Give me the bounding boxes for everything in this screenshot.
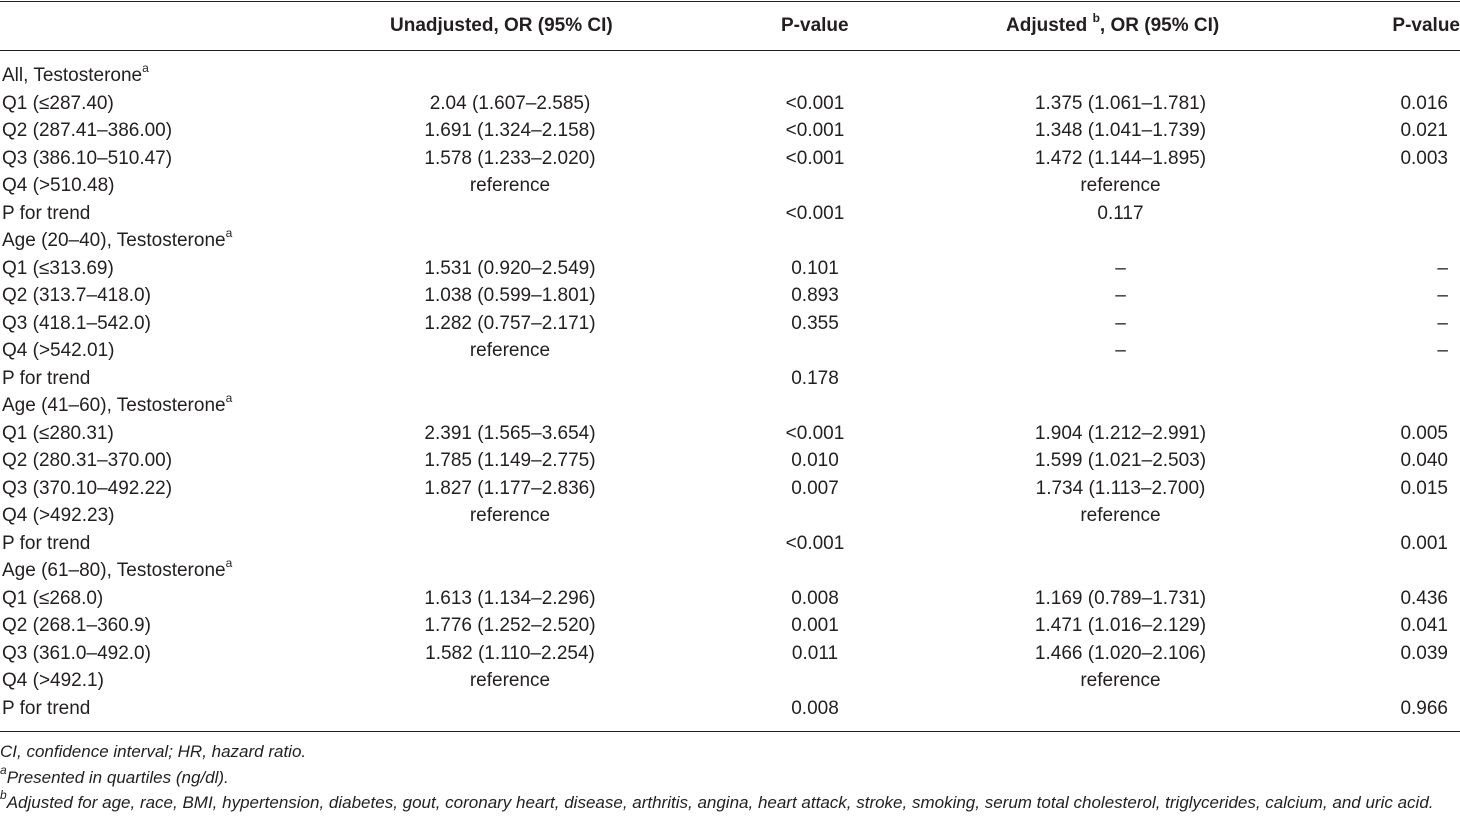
table-row xyxy=(0,282,1460,309)
row-label: Q4 (>492.23) xyxy=(2,505,115,526)
section-title-row xyxy=(0,62,1460,89)
row-label: Q2 (313.7–418.0) xyxy=(2,285,151,306)
unadjusted-or-cell: 2.04 (1.607–2.585) xyxy=(429,92,591,114)
p-value-cell: <0.001 xyxy=(785,120,845,141)
table-row xyxy=(0,612,1460,639)
table-row xyxy=(0,585,1460,612)
adjusted-p-value-cell: – xyxy=(1437,312,1448,334)
row-label: Q3 (418.1–542.0) xyxy=(2,312,151,334)
table-header xyxy=(0,12,1460,39)
adjusted-p-value-cell: 0.966 xyxy=(1400,697,1448,719)
section-title: Age (61–80), Testosterone$^a$ xyxy=(2,555,233,581)
row-label: Q3 (370.10–492.22) xyxy=(2,477,173,499)
row-label: Q1 (≤280.31) xyxy=(2,422,114,444)
top-rule xyxy=(0,1,1460,2)
adjusted-p-value-cell: 0.039 xyxy=(1400,642,1448,664)
adjusted-or-cell: reference xyxy=(1080,505,1161,526)
unadjusted-or-cell: reference xyxy=(469,340,551,361)
unadjusted-or-cell: 1.785 (1.149–2.775) xyxy=(424,450,596,471)
unadjusted-or-cell: 1.582 (1.110–2.254) xyxy=(425,642,595,664)
row-label: P for trend xyxy=(2,697,91,719)
adjusted-or-cell: 1.734 (1.113–2.700) xyxy=(1035,477,1206,499)
table-row xyxy=(0,90,1460,117)
adjusted-p-value-cell: 0.436 xyxy=(1400,587,1448,609)
p-value-cell: 0.355 xyxy=(791,312,839,334)
unadjusted-or-cell: 1.691 (1.324–2.158) xyxy=(424,120,596,141)
p-value-cell: 0.001 xyxy=(791,615,839,636)
adjusted-p-value-cell: 0.021 xyxy=(1400,120,1448,141)
p-value-cell: 0.008 xyxy=(791,587,839,609)
row-label: Q2 (287.41–386.00) xyxy=(2,120,173,141)
adjusted-p-value-cell: – xyxy=(1437,285,1448,306)
adjusted-or-cell: 1.599 (1.021–2.503) xyxy=(1034,450,1207,471)
table-row xyxy=(0,420,1460,447)
p-value-cell: 0.101 xyxy=(791,257,839,279)
unadjusted-or-cell: 1.776 (1.252–2.520) xyxy=(424,615,596,636)
row-label: Q4 (>542.01) xyxy=(2,340,115,361)
p-value-cell: 0.007 xyxy=(791,477,839,499)
adjusted-p-value-cell: – xyxy=(1437,340,1448,361)
adjusted-p-value-cell: 0.001 xyxy=(1400,532,1448,554)
adjusted-or-cell: reference xyxy=(1080,175,1161,196)
unadjusted-or-cell: 1.282 (0.757–2.171) xyxy=(424,312,596,334)
table-row xyxy=(0,695,1460,722)
p-value-cell: 0.010 xyxy=(791,450,839,471)
unadjusted-or-cell: 1.827 (1.177–2.836) xyxy=(424,477,596,499)
table-row xyxy=(0,475,1460,502)
row-label: Q3 (361.0–492.0) xyxy=(2,642,151,664)
row-label: P for trend xyxy=(2,202,91,224)
p-value-cell: <0.001 xyxy=(785,532,845,554)
unadjusted-or-cell: reference xyxy=(469,670,551,691)
row-label: Q1 (≤313.69) xyxy=(2,257,114,279)
header-rule xyxy=(0,50,1460,51)
adjusted-or-cell: 1.169 (0.789–1.731) xyxy=(1034,587,1207,609)
table-row xyxy=(0,172,1460,199)
adjusted-or-cell: 1.472 (1.144–1.895) xyxy=(1034,147,1207,169)
adjusted-p-value-cell: 0.015 xyxy=(1400,477,1448,499)
table-row xyxy=(0,200,1460,227)
row-label: Q1 (≤287.40) xyxy=(2,92,114,114)
header-adjusted-p-value: P-value xyxy=(1392,15,1460,36)
adjusted-or-cell: reference xyxy=(1080,670,1161,691)
section-title: Age (41–60), Testosterone$^a$ xyxy=(2,390,233,416)
table-row xyxy=(0,447,1460,474)
p-value-cell: 0.011 xyxy=(791,642,839,664)
bottom-rule xyxy=(0,731,1460,732)
unadjusted-or-cell: 1.613 (1.134–2.296) xyxy=(424,587,596,609)
adjusted-or-cell: – xyxy=(1115,340,1126,361)
header-p-value: P-value xyxy=(781,15,849,36)
unadjusted-or-cell: reference xyxy=(469,505,551,526)
row-label: Q3 (386.10–510.47) xyxy=(2,147,173,169)
row-label: Q2 (280.31–370.00) xyxy=(2,450,173,471)
row-label: Q4 (>510.48) xyxy=(2,175,115,196)
adjusted-p-value-cell: 0.040 xyxy=(1400,450,1448,471)
row-label: Q1 (≤268.0) xyxy=(2,587,104,609)
section-title: All, Testosterone$^a$ xyxy=(2,60,149,86)
table-row xyxy=(0,667,1460,694)
table-row xyxy=(0,365,1460,392)
header-adjusted-or: Adjusted $^b$, OR (95% CI) xyxy=(1006,10,1220,36)
section-title-row xyxy=(0,557,1460,584)
p-value-cell: 0.178 xyxy=(791,367,839,389)
section-title-row xyxy=(0,227,1460,254)
section-title-row xyxy=(0,392,1460,419)
adjusted-or-cell: 1.348 (1.041–1.739) xyxy=(1034,120,1207,141)
p-value-cell: <0.001 xyxy=(785,422,845,444)
p-value-cell: <0.001 xyxy=(785,92,845,114)
row-label: P for trend xyxy=(2,532,91,554)
adjusted-or-cell: 0.117 xyxy=(1097,202,1144,224)
adjusted-or-cell: 1.375 (1.061–1.781) xyxy=(1034,92,1207,114)
table-row xyxy=(0,530,1460,557)
table-row xyxy=(0,255,1460,282)
adjusted-or-cell: 1.466 (1.020–2.106) xyxy=(1034,642,1207,664)
p-value-cell: 0.008 xyxy=(791,697,839,719)
adjusted-p-value-cell: 0.041 xyxy=(1400,615,1448,636)
adjusted-or-cell: – xyxy=(1115,312,1126,334)
table-row xyxy=(0,502,1460,529)
unadjusted-or-cell: reference xyxy=(469,175,551,196)
adjusted-or-cell: 1.904 (1.212–2.991) xyxy=(1034,422,1207,444)
unadjusted-or-cell: 1.578 (1.233–2.020) xyxy=(424,147,596,169)
footnote-abbreviations: CI, confidence interval; HR, hazard ratio. xyxy=(0,742,307,761)
unadjusted-or-cell: 1.038 (0.599–1.801) xyxy=(424,285,596,306)
table-row xyxy=(0,310,1460,337)
p-value-cell: 0.893 xyxy=(791,285,839,306)
footnote-b: $^b$Adjusted for age, race, BMI, hypertension, diabetes, gout, coronary heart, disease, arthritis, angina, heart attack, stroke, smoking, serum total cholesterol, triglycerides, calcium, and uric acid. xyxy=(0,788,1434,812)
adjusted-p-value-cell: 0.016 xyxy=(1400,92,1448,114)
unadjusted-or-cell: 2.391 (1.565–3.654) xyxy=(424,422,596,444)
footnote-a: $^a$Presented in quartiles (ng/dl). xyxy=(0,763,229,787)
header-unadjusted-or: Unadjusted, OR (95% CI) xyxy=(390,15,613,36)
unadjusted-or-cell: 1.531 (0.920–2.549) xyxy=(424,257,596,279)
p-value-cell: <0.001 xyxy=(785,147,845,169)
row-label: P for trend xyxy=(2,367,91,389)
row-label: Q4 (>492.1) xyxy=(2,670,104,691)
adjusted-p-value-cell: 0.005 xyxy=(1400,422,1448,444)
row-label: Q2 (268.1–360.9) xyxy=(2,615,151,636)
section-title: Age (20–40), Testosterone$^a$ xyxy=(2,225,233,251)
table-row xyxy=(0,640,1460,667)
adjusted-or-cell: – xyxy=(1115,285,1126,306)
adjusted-p-value-cell: – xyxy=(1437,257,1448,279)
table-row xyxy=(0,145,1460,172)
adjusted-or-cell: 1.471 (1.016–2.129) xyxy=(1034,615,1207,636)
table-row xyxy=(0,117,1460,144)
p-value-cell: <0.001 xyxy=(785,202,845,224)
table-row xyxy=(0,337,1460,364)
adjusted-or-cell: – xyxy=(1115,257,1126,279)
adjusted-p-value-cell: 0.003 xyxy=(1400,147,1448,169)
